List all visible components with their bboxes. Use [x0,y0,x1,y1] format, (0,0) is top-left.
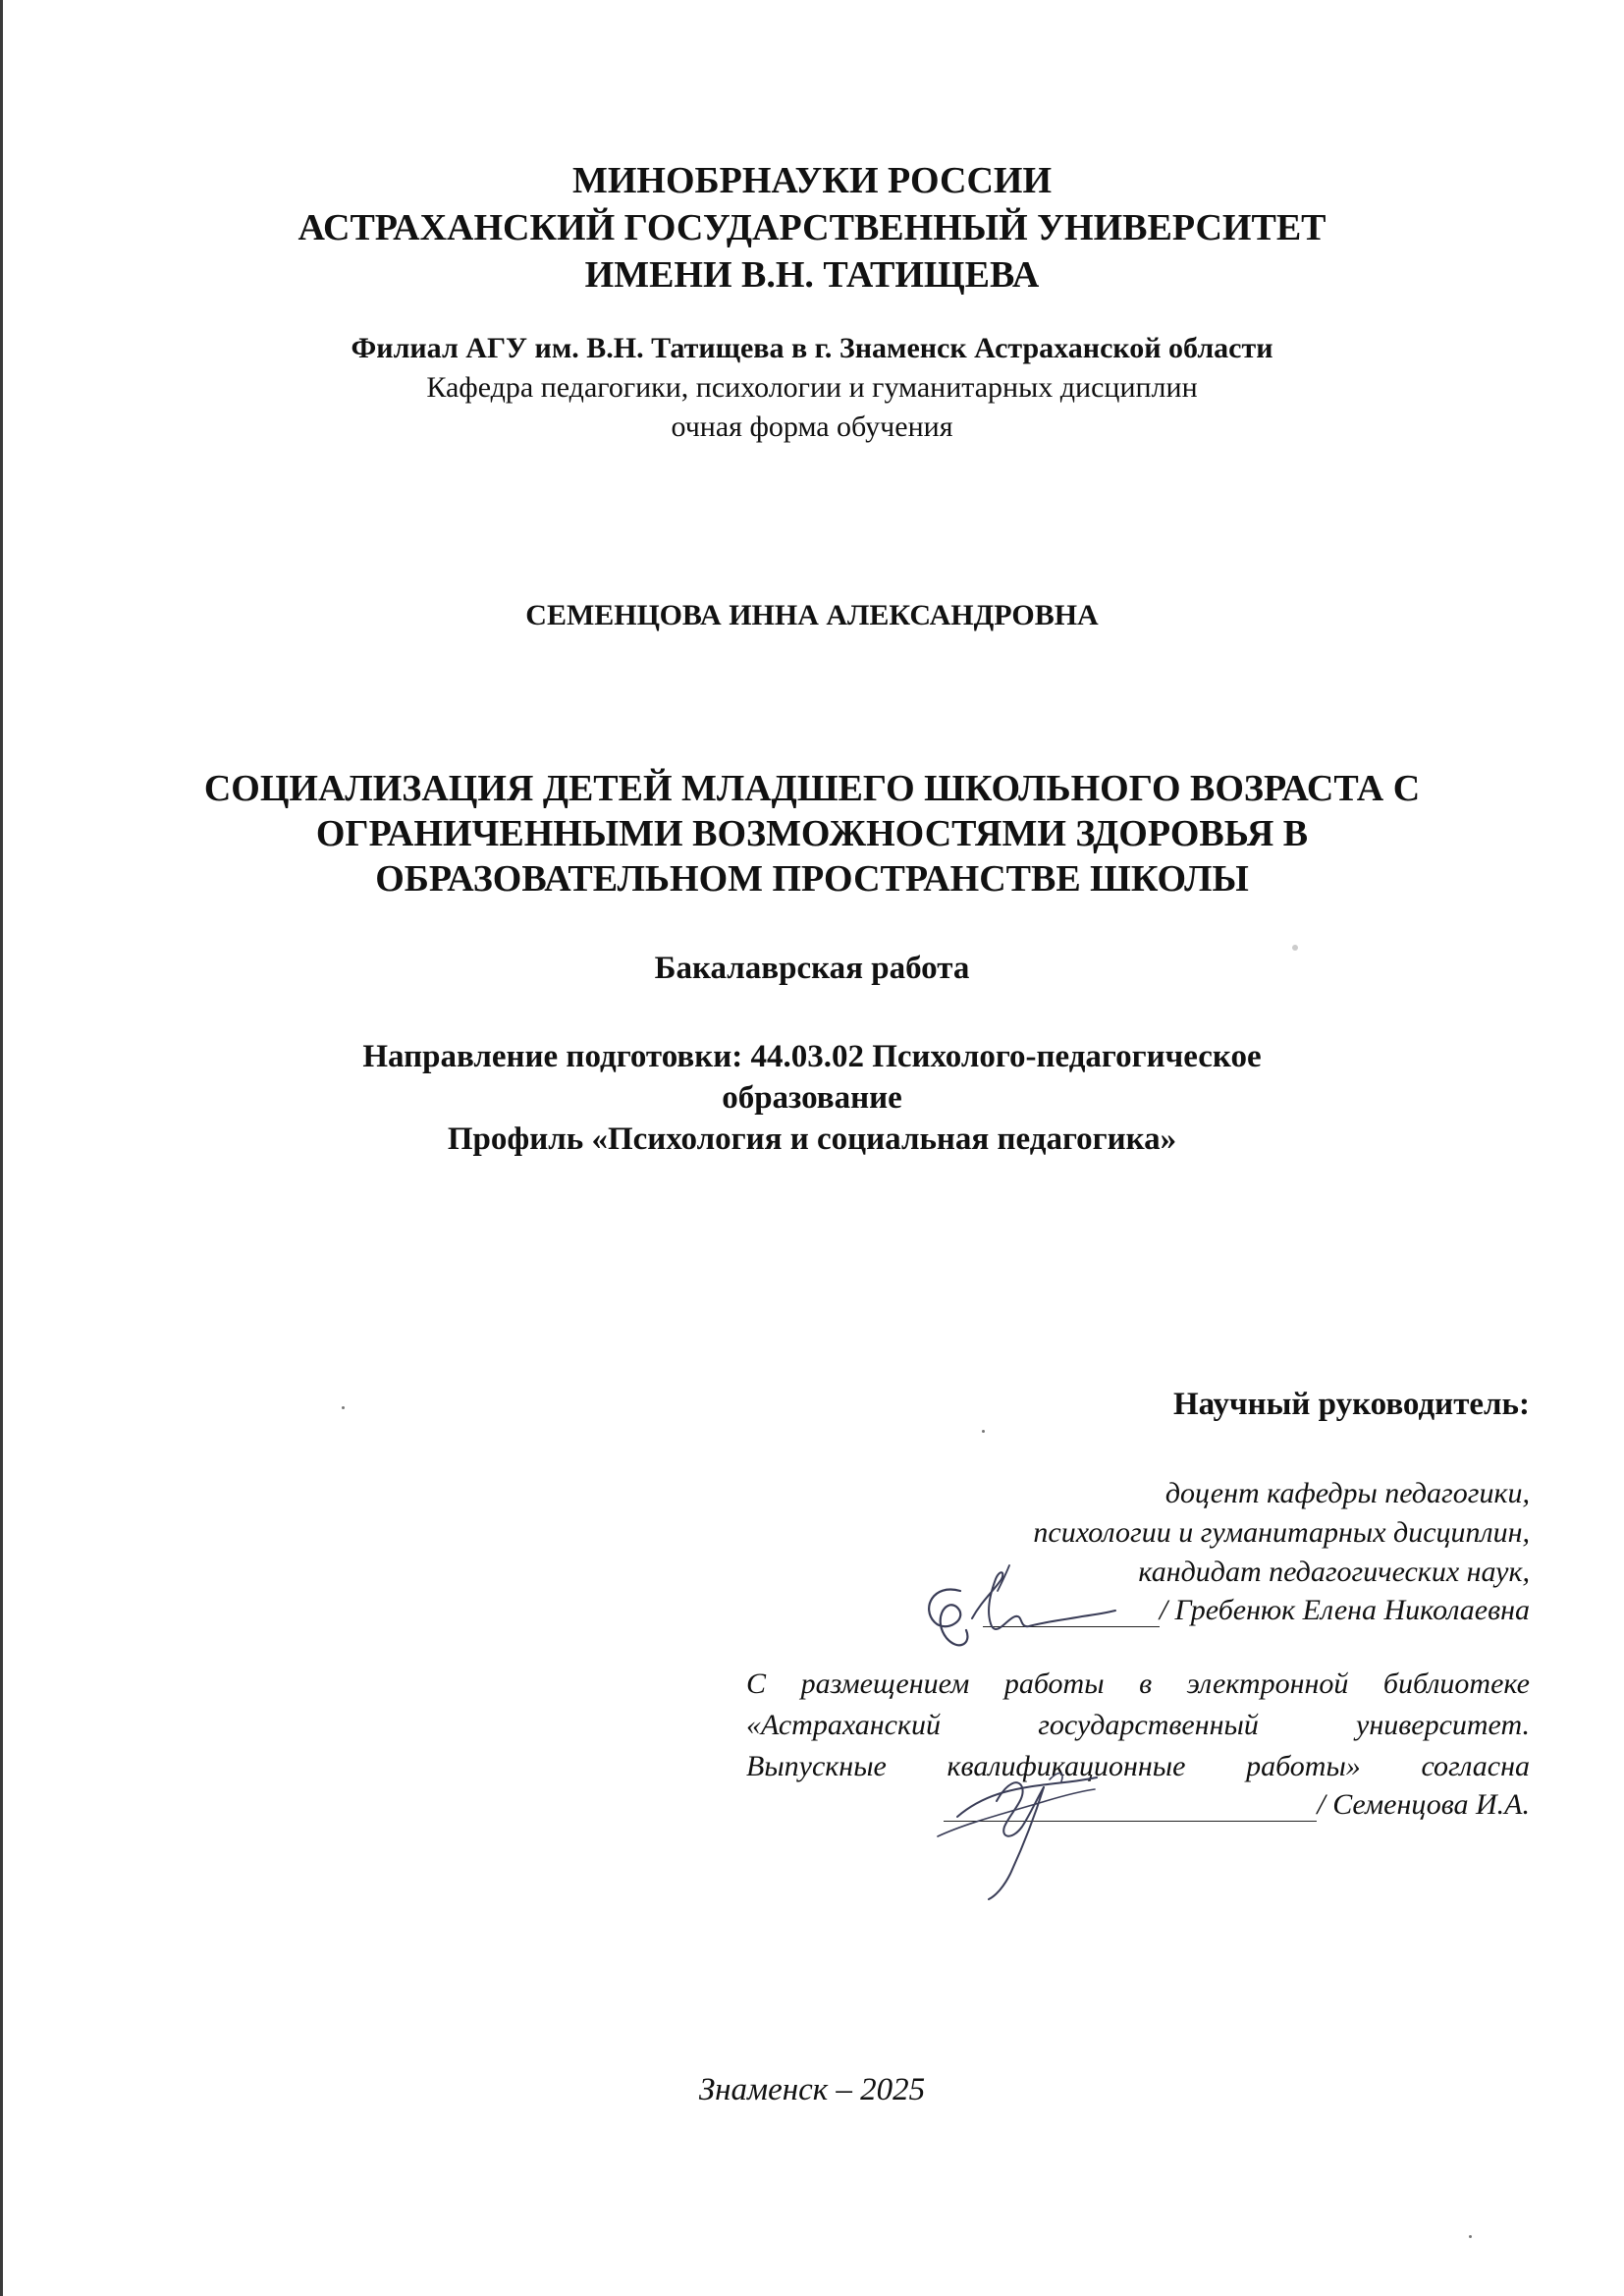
student-signature [928,1758,1114,1905]
scan-speck [342,1406,345,1409]
city-year: Знаменск – 2025 [698,2072,926,2107]
author-name: СЕМЕНЦОВА ИННА АЛЕКСАНДРОВНА [525,599,1099,631]
supervisor-position-line1: доцент кафедры педагогики, [1164,1477,1530,1509]
branch-name: Филиал АГУ им. В.Н. Татищева в г. Знаменск Астраханской области [351,332,1273,364]
supervisor-position-line2: психологии и гуманитарных дисциплин, [1033,1516,1530,1549]
student-name: / Семенцова И.А. [1317,1788,1530,1821]
scan-speck [1469,2235,1472,2238]
thesis-title-line3: ОБРАЗОВАТЕЛЬНОМ ПРОСТРАНСТВЕ ШКОЛЫ [375,858,1249,900]
supervisor-signature [913,1561,1119,1660]
consent-line3: Выпускные квалификационные работы» согласна [746,1750,1530,1782]
profile: Профиль «Психология и социальная педагогика» [447,1121,1177,1157]
scan-speck [982,1430,985,1433]
study-form: очная форма обучения [671,410,953,443]
scan-speck [1292,945,1298,951]
work-type: Бакалаврская работа [654,951,970,986]
thesis-title-line2: ОГРАНИЧЕННЫМИ ВОЗМОЖНОСТЯМИ ЗДОРОВЬЯ В [315,813,1309,854]
ministry-heading: МИНОБРНАУКИ РОССИИ [571,160,1053,201]
thesis-title-line1: СОЦИАЛИЗАЦИЯ ДЕТЕЙ МЛАДШЕГО ШКОЛЬНОГО ВОЗРАСТА С [203,768,1421,809]
direction-line2: образование [722,1080,902,1116]
department-name: Кафедра педагогики, психологии и гуманитарных дисциплин [426,371,1198,404]
university-name-line2: ИМЕНИ В.Н. ТАТИЩЕВА [584,254,1040,296]
supervisor-name: / Гребенюк Елена Николаевна [1159,1594,1530,1626]
supervisor-heading: Научный руководитель: [1173,1387,1530,1422]
consent-line2: «Астраханский государственный университет. [746,1709,1530,1741]
supervisor-degree: кандидат педагогических наук, [1138,1556,1530,1588]
direction-line1: Направление подготовки: 44.03.02 Психолого-педагогическое [362,1039,1262,1074]
university-name-line1: АСТРАХАНСКИЙ ГОСУДАРСТВЕННЫЙ УНИВЕРСИТЕТ [298,207,1326,248]
consent-line1: С размещением работы в электронной библиотеке [746,1667,1530,1700]
